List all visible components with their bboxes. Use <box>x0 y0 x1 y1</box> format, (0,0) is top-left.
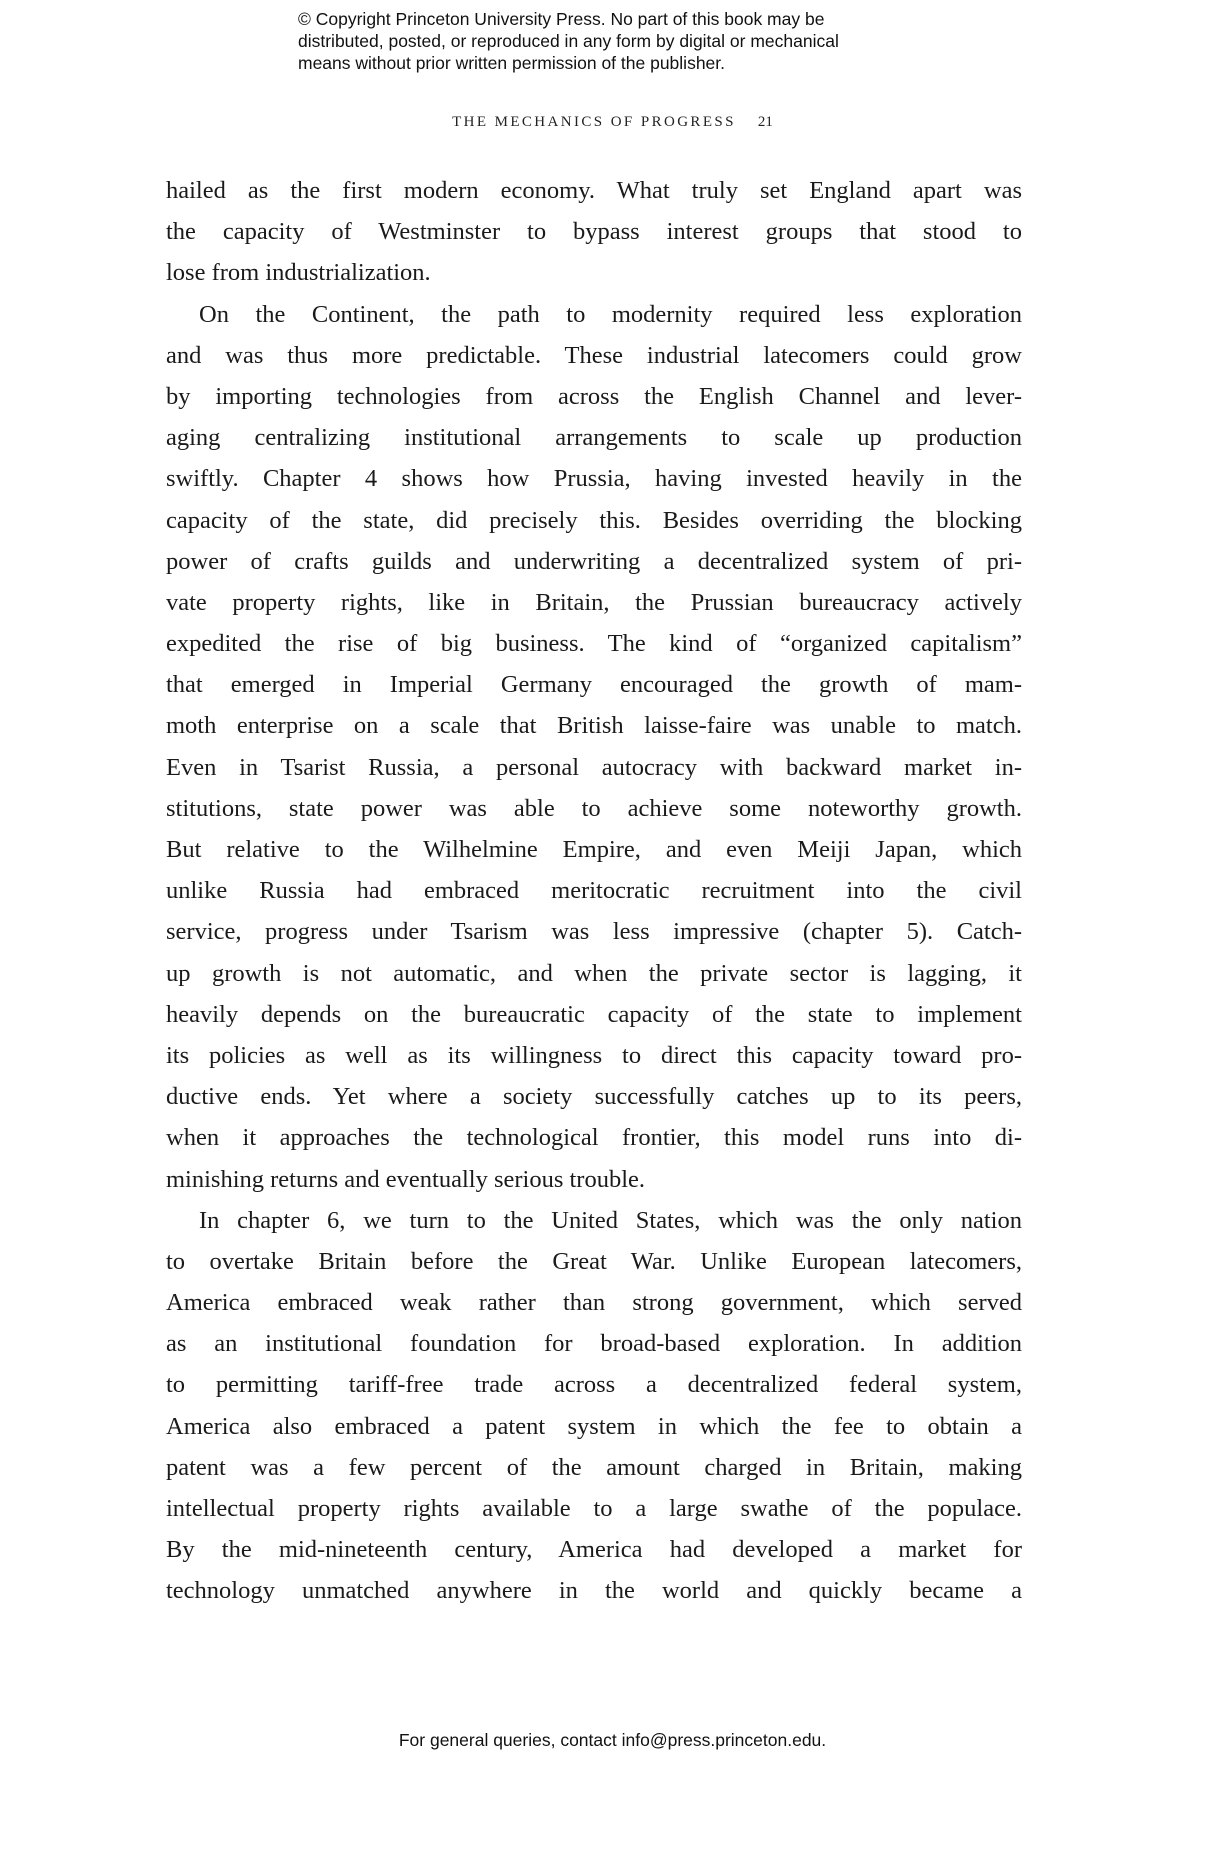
text-line: By the mid-nineteenth century, America had developed a market for <box>166 1536 1022 1564</box>
body-text <box>166 170 1022 1612</box>
text-line: and was thus more predictable. These industrial latecomers could grow <box>166 341 1022 369</box>
text-line: patent was a few percent of the amount charged in Britain, making <box>166 1453 1022 1481</box>
text-line: the capacity of Westminster to bypass interest groups that stood to <box>166 218 1022 246</box>
running-head-title: THE MECHANICS OF PROGRESS <box>452 114 736 130</box>
text-line: when it approaches the technological frontier, this model runs into di- <box>166 1124 1022 1152</box>
text-line: minishing returns and eventually serious trouble. <box>166 1165 646 1193</box>
copyright-line: © Copyright Princeton University Press. No part of this book may be <box>298 9 825 29</box>
text-line: expedited the rise of big business. The kind of “organized capitalism” <box>166 630 1022 658</box>
text-line: its policies as well as its willingness to direct this capacity toward pro- <box>166 1041 1022 1069</box>
footer-contact: For general queries, contact info@press.princeton.edu. <box>398 1730 827 1750</box>
text-line: to permitting tariff-free trade across a decentralized federal system, <box>166 1371 1022 1399</box>
text-line: ductive ends. Yet where a society successfully catches up to its peers, <box>166 1083 1022 1111</box>
running-head <box>0 114 1225 131</box>
text-line: But relative to the Wilhelmine Empire, and even Meiji Japan, which <box>166 836 1022 863</box>
text-line: vate property rights, like in Britain, the Prussian bureaucracy actively <box>166 588 1022 616</box>
text-line: power of crafts guilds and underwriting a decentralized system of pri- <box>166 547 1022 575</box>
text-line: Even in Tsarist Russia, a personal autocracy with backward market in- <box>166 753 1022 781</box>
text-line: America embraced weak rather than strong government, which served <box>166 1289 1022 1317</box>
text-line: unlike Russia had embraced meritocratic recruitment into the civil <box>166 877 1022 905</box>
text-line: swiftly. Chapter 4 shows how Prussia, having invested heavily in the <box>166 465 1022 493</box>
text-line: On the Continent, the path to modernity required less exploration <box>199 300 1022 328</box>
text-line: as an institutional foundation for broad-based exploration. In addition <box>166 1330 1022 1358</box>
text-line: technology unmatched anywhere in the world and quickly became a <box>166 1577 1022 1605</box>
text-line: America also embraced a patent system in which the fee to obtain a <box>166 1412 1022 1440</box>
copyright-line: means without prior written permission of the publisher. <box>298 53 726 73</box>
copyright-notice <box>298 8 839 74</box>
page-number: 21 <box>757 114 773 130</box>
text-line: In chapter 6, we turn to the United States, which was the only nation <box>199 1206 1022 1234</box>
text-line: by importing technologies from across the English Channel and lever- <box>166 382 1022 410</box>
text-line: to overtake Britain before the Great War. Unlike European latecomers, <box>166 1247 1022 1275</box>
text-line: moth enterprise on a scale that British laisse-faire was unable to match. <box>166 712 1022 740</box>
text-line: lose from industrialization. <box>166 259 431 287</box>
text-line: aging centralizing institutional arrangements to scale up production <box>166 424 1022 452</box>
text-line: intellectual property rights available to a large swathe of the populace. <box>166 1495 1022 1522</box>
text-line: heavily depends on the bureaucratic capacity of the state to implement <box>166 1000 1022 1028</box>
text-line: capacity of the state, did precisely this. Besides overriding the blocking <box>166 506 1022 534</box>
copyright-line: distributed, posted, or reproduced in any form by digital or mechanical <box>298 31 839 51</box>
text-line: stitutions, state power was able to achieve some noteworthy growth. <box>166 794 1022 822</box>
text-line: that emerged in Imperial Germany encouraged the growth of mam- <box>166 671 1022 699</box>
text-line: service, progress under Tsarism was less impressive (chapter 5). Catch- <box>166 918 1022 946</box>
text-line: up growth is not automatic, and when the private sector is lagging, it <box>166 959 1022 987</box>
text-line: hailed as the first modern economy. What truly set England apart was <box>166 177 1022 204</box>
